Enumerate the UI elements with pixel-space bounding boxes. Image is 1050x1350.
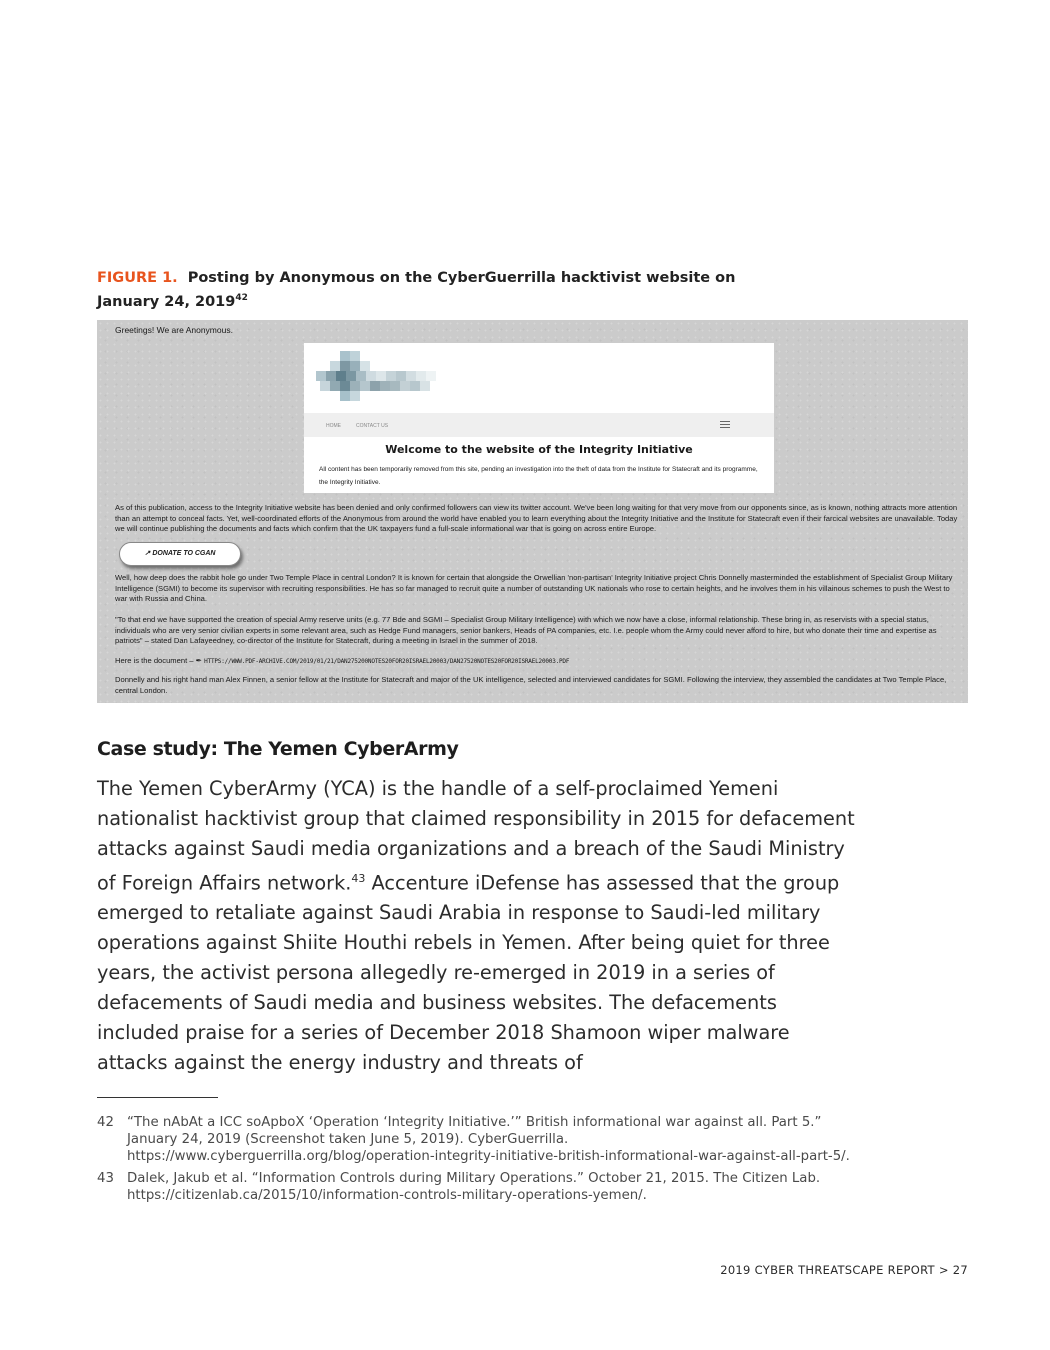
screenshot-paragraph: As of this publication, access to the Integrity Initiative website has been denied and only confirmed followers can view its twitter account. We've been long waiting for that very move from our opponents since, as is known, nothing attracts more attention than an attempt to conceal facts. Yet, well-coordinated efforts of the Anonymous from around the world have enabled you to learn everything about the Integrity Initiative and the Institute for Statecraft even if their farcical websites are unavailable. Today we will continue publishing the documents and facts which confirm that the UK taxpayers fund a full-scale informational war that is going on across entire Europe. [115, 503, 958, 533]
document-link: HTTPS://WWW.PDF-ARCHIVE.COM/2019/01/21/DAN275200NOTES20FOR20ISRAEL20003/DAN27520NOTES20FOR20ISRAEL20003.PDF [204, 658, 570, 665]
external-link-icon: ↗ [144, 550, 151, 557]
footnote-divider [97, 1097, 218, 1098]
donate-button [119, 542, 241, 566]
screenshot-paragraph: "To that end we have supported the creation of special Army reserve units (e.g. 77 Bde and SGMI – Specialist Group Military Intelligence) with which we now have a close, informal relationship. These bring in, as reservists with a special status, individuals who are very senior civilian experts in some relevant area, such as Hedge Fund managers, senior bankers, Heads of PA companies, etc. I.e. people whom the Army could never afford to hire, but who donate their time and expertise as patriots" – stated Dan Lafayeedney, co-director of the Institute for Statecraft, during a meeting in Israel in the summer of 2018. [115, 615, 937, 645]
site-notice-text: All content has been temporarily removed from this site, pending an investigation into the theft of data from the Institute for Statecraft and its programme, the Integrity Initiative. [319, 466, 758, 486]
donate-label: DONATE TO CGAN [152, 550, 216, 557]
footnote-text: Dalek, Jakub et al. “Information Controls during Military Operations.” October 21, 2015. The Citizen Lab. https://citizenlab.ca/2015/10/information-controls-military-operations-yemen/. [127, 1171, 821, 1203]
footnote-43 [97, 1170, 857, 1204]
site-nav-contact: CONTACT US [356, 423, 389, 429]
case-study-body [97, 774, 857, 1078]
figure-caption-text: Posting by Anonymous on the CyberGuerrilla hacktivist website on January 24, 2019 [97, 270, 736, 310]
document-link-line [115, 656, 963, 668]
page-number: 27 [952, 1263, 968, 1277]
page-footer [720, 1263, 968, 1277]
footnote-number: 43 [97, 1171, 114, 1186]
site-nav [304, 413, 774, 437]
figure-screenshot [97, 320, 968, 703]
report-title: 2019 CYBER THREATSCAPE REPORT [720, 1263, 935, 1277]
footnote-number: 42 [97, 1115, 114, 1130]
body-text-part1: The Yemen CyberArmy (YCA) is the handle of a self-proclaimed Yemeni nationalist hacktivist group that claimed responsibility in 2015 for defacement attacks against Saudi media organizations and a breach of the Saudi Ministry of Foreign Affairs network. [97, 777, 855, 895]
site-nav-home: HOME [326, 423, 341, 429]
body-text-part2: Accenture iDefense has assessed that the group emerged to retaliate against Saudi Arabia in response to Saudi-led military operations against Shiite Houthi rebels in Yemen. After being quiet for three years, the activist persona allegedly re-emerged in 2019 in a series of defacements of Saudi media and business websites. The defacements included praise for a series of December 2018 Shamoon wiper malware attacks against the energy industry and threats of [97, 871, 840, 1075]
screenshot-paragraph: Donnelly and his right hand man Alex Finnen, a senior fellow at the Institute for Statecraft and major of the UK intelligence, selected and interviewed candidates for SGMI. Following the interview, they assembled the candidates at Two Temple Place, central London. [115, 675, 947, 695]
footnote-42 [97, 1114, 857, 1165]
case-study-heading: Case study: The Yemen CyberArmy [97, 738, 459, 760]
screenshot-paragraph: Well, how deep does the rabbit hole go under Two Temple Place in central London? It is known for certain that alongside the Orwellian 'non-partisan' Integrity Initiative project Chris Donnelly masterminded the establishment of Specialist Group Military Intelligence (SGMI) to become its supervisor with recruiting responsibilities. He has so far managed to recruit quite a number of outstanding UK nationals who rose to certain heights, and he involves them in his villainous schemes to push the West to war with Russia and China. [115, 573, 953, 603]
embedded-website [304, 343, 774, 493]
figure-caption [97, 268, 797, 312]
footnote-ref-43: 43 [351, 872, 366, 885]
site-heading: Welcome to the website of the Integrity Initiative [385, 443, 693, 456]
hamburger-menu-icon [720, 419, 730, 430]
link-icon: ✒ [195, 656, 203, 665]
document-link-prefix: Here is the document – [115, 656, 194, 665]
footnote-text: “The nAbAt a ICC soApboX ‘Operation ‘Integrity Initiative.’” British informational war against all. Part 5.” January 24, 2019 (Screenshot taken June 5, 2019). CyberGuerrilla. https://www.cyberguerrilla.org/blog/operation-integrity-initiative-british-informational-war-against-all-part-5/. [127, 1115, 850, 1164]
figure-label: FIGURE 1. [97, 270, 178, 286]
footer-separator: > [938, 1263, 949, 1277]
figure-caption-ref: 42 [235, 293, 248, 303]
screenshot-greeting: Greetings! We are Anonymous. [115, 325, 233, 335]
pixelated-logo [316, 351, 436, 401]
